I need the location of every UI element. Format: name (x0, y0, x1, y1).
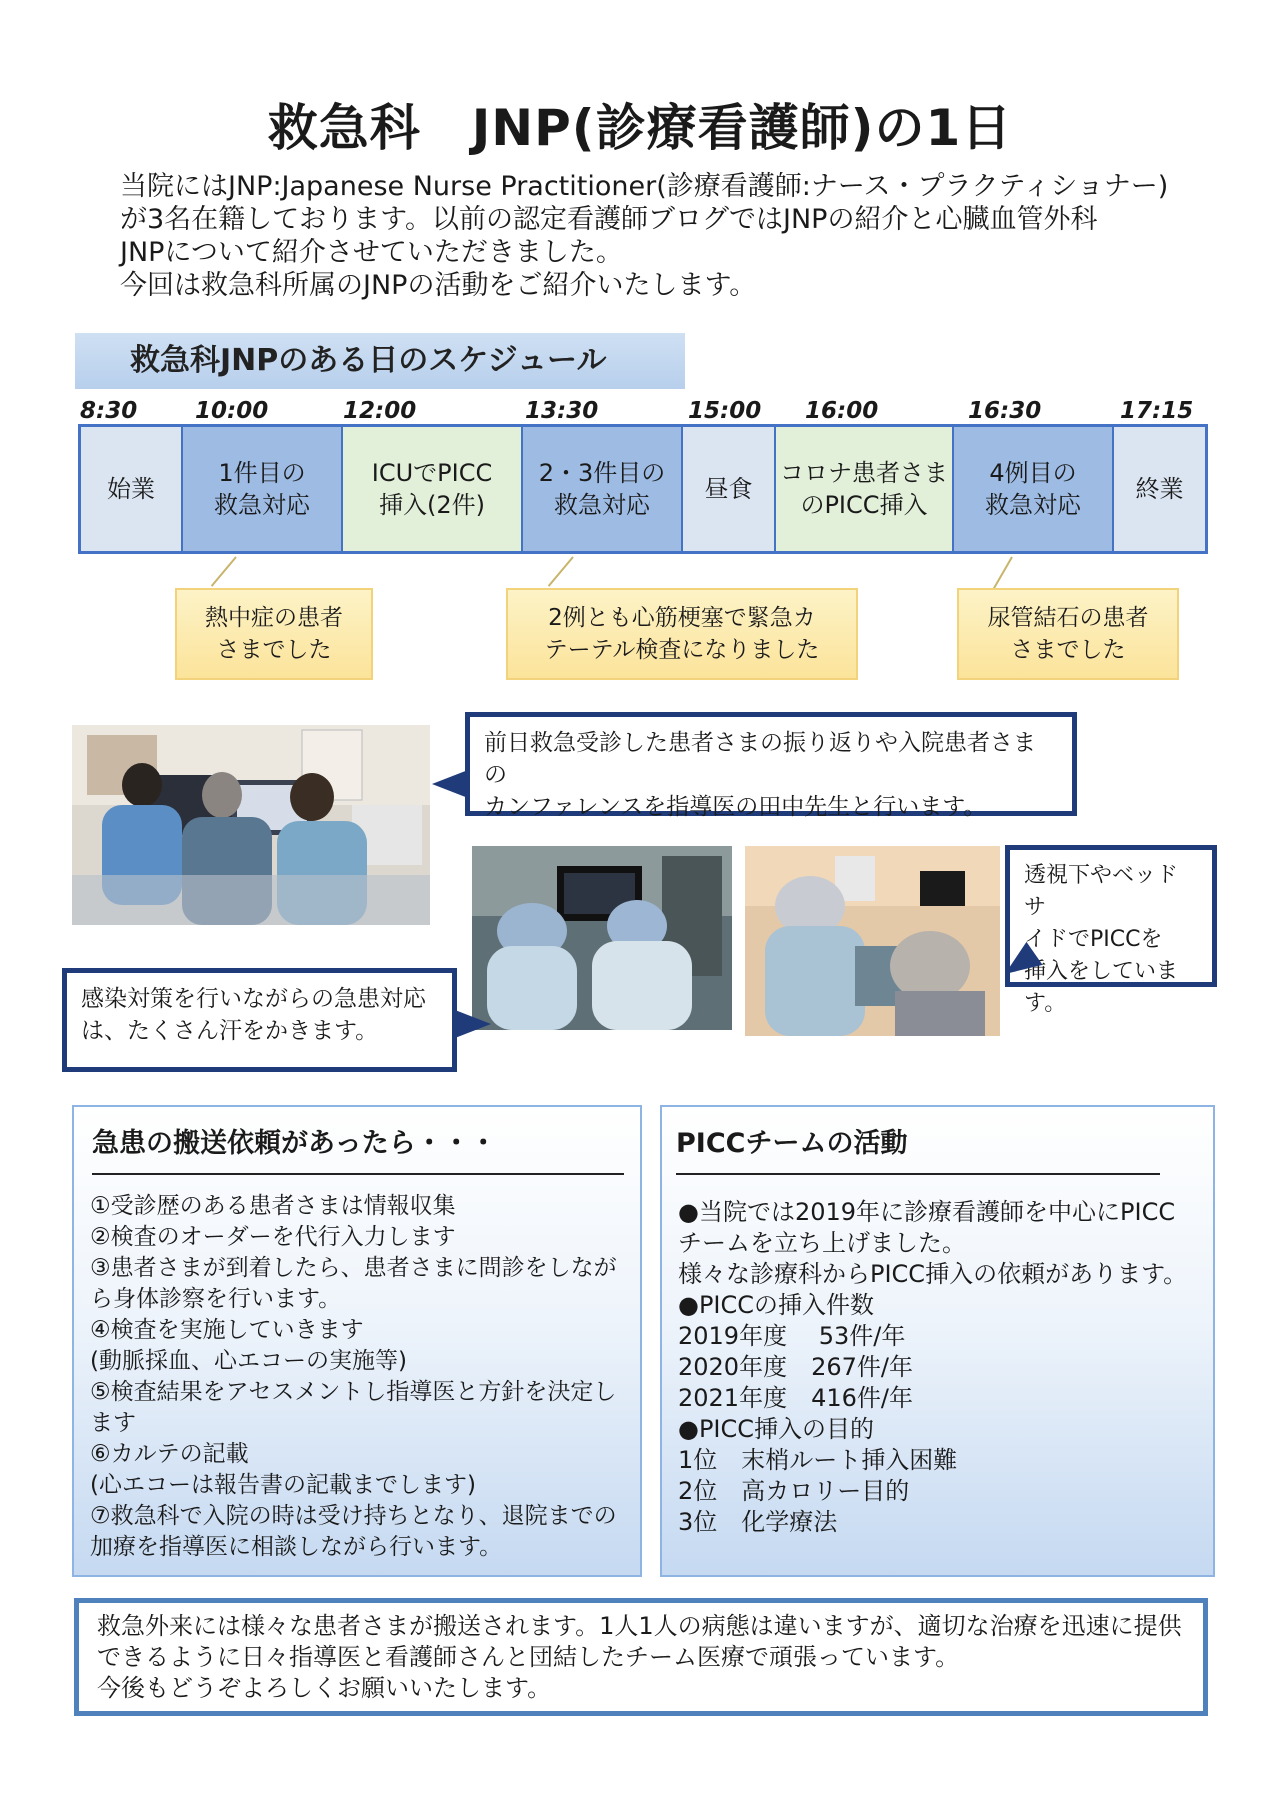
panel-line: ます (90, 1410, 136, 1436)
panel-title: 急患の搬送依頼があったら・・・ (92, 1128, 497, 1159)
panel-line: 1位 末梢ルート挿入困難 (678, 1446, 958, 1474)
emergency-transport-panel (72, 1105, 642, 1577)
schedule-note-heatstroke: 熱中症の患者 さまでした (175, 588, 373, 680)
schedule-time: 16:00 (805, 398, 879, 424)
panel-line: ②検査のオーダーを代行入力します (90, 1224, 456, 1250)
schedule-time: 12:00 (343, 398, 417, 424)
schedule-time: 10:00 (195, 398, 269, 424)
panel-body (90, 1191, 617, 1563)
emergency-care-photo (472, 846, 732, 1030)
schedule-cell-start: 始業 (81, 427, 183, 551)
schedule-cell-emergency-1: 1件目の 救急対応 (183, 427, 343, 551)
intro-paragraph (120, 170, 1200, 302)
intro-line: JNPについて紹介させていただきました。 (120, 237, 623, 268)
panel-body (678, 1197, 1187, 1538)
panel-line: (心エコーは報告書の記載までします) (90, 1472, 476, 1498)
note-leader-line (548, 556, 574, 586)
schedule-row (78, 424, 1208, 554)
panel-line: ③患者さまが到着したら、患者さまに問診をしなが (90, 1255, 617, 1281)
intro-line: 今回は救急科所属のJNPの活動をご紹介いたします。 (120, 270, 757, 301)
note-leader-line (992, 557, 1013, 591)
panel-line: 2019年度 53件/年 (678, 1322, 906, 1350)
panel-line: チームを立ち上げました。 (678, 1229, 966, 1257)
schedule-cell-end: 終業 (1114, 427, 1205, 551)
schedule-cell-emergency-2-3: 2・3件目の 救急対応 (523, 427, 683, 551)
panel-line: (動脈採血、心エコーの実施等) (90, 1348, 407, 1374)
schedule-cell-corona-picc: コロナ患者さま のPICC挿入 (776, 427, 954, 551)
schedule-heading: 救急科JNPのある日のスケジュール (75, 333, 685, 389)
schedule-time: 8:30 (80, 398, 138, 424)
schedule-time: 13:30 (525, 398, 599, 424)
intro-line: が3名在籍しております。以前の認定看護師ブログではJNPの紹介と心臓血管外科 (120, 204, 1098, 235)
callout-conference: 前日救急受診した患者さまの振り返りや入院患者さまの カンファレンスを指導医の田中先生と行います。 (465, 712, 1077, 816)
picc-insertion-photo (745, 846, 1000, 1036)
panel-line: ①受診歴のある患者さまは情報収集 (90, 1193, 456, 1219)
panel-line: ⑥カルテの記載 (90, 1441, 249, 1467)
closing-line: 今後もどうぞよろしくお願いいたします。 (97, 1674, 552, 1702)
schedule-time: 17:15 (1120, 398, 1194, 424)
conference-photo (72, 725, 430, 925)
panel-line: ④検査を実施していきます (90, 1317, 364, 1343)
schedule-cell-lunch: 昼食 (683, 427, 776, 551)
schedule-cell-icu-picc: ICUでPICC 挿入(2件) (343, 427, 523, 551)
closing-line: 救急外来には様々な患者さまが搬送されます。1人1人の病態は違いますが、適切な治療を迅速に提供 (97, 1612, 1182, 1640)
schedule-note-myocardial-infarction: 2例とも心筋梗塞で緊急カ テーテル検査になりました (506, 588, 858, 680)
closing-line: できるように日々指導医と看護師さんと団結したチーム医療で頑張っています。 (97, 1643, 960, 1671)
callout-pointer (455, 1010, 491, 1038)
page-title: 救急科 JNP(診療看護師)の1日 (267, 99, 1013, 157)
callout-pointer (432, 770, 468, 798)
panel-line: ●当院では2019年に診療看護師を中心にPICC (678, 1198, 1176, 1226)
panel-line: 2021年度 416件/年 (678, 1384, 913, 1412)
panel-line: ⑦救急科で入院の時は受け持ちとなり、退院までの (90, 1503, 617, 1529)
panel-line: ら身体診察を行います。 (90, 1286, 342, 1312)
callout-infection-control: 感染対策を行いながらの急患対応 は、たくさん汗をかきます。 (62, 968, 457, 1072)
panel-line: ●PICCの挿入件数 (678, 1291, 875, 1319)
schedule-note-ureteral-stone: 尿管結石の患者 さまでした (957, 588, 1179, 680)
closing-message (74, 1598, 1208, 1716)
callout-picc: 透視下やベッドサ イドでPICCを 挿入をしています。 (1005, 845, 1217, 987)
panel-line: 様々な診療科からPICC挿入の依頼があります。 (678, 1260, 1188, 1288)
panel-divider (92, 1173, 624, 1175)
picc-team-panel (660, 1105, 1215, 1577)
panel-line: 3位 化学療法 (678, 1508, 838, 1536)
schedule-time: 15:00 (688, 398, 762, 424)
panel-line: 加療を指導医に相談しながら行います。 (90, 1534, 503, 1560)
panel-title: PICCチームの活動 (676, 1128, 908, 1159)
schedule-time: 16:30 (968, 398, 1042, 424)
panel-line: ●PICC挿入の目的 (678, 1415, 875, 1443)
panel-divider (676, 1173, 1160, 1175)
panel-line: 2020年度 267件/年 (678, 1353, 913, 1381)
panel-line: 2位 高カロリー目的 (678, 1477, 910, 1505)
note-leader-line (211, 556, 237, 586)
panel-line: ⑤検査結果をアセスメントし指導医と方針を決定し (90, 1379, 617, 1405)
intro-line: 当院にはJNP:Japanese Nurse Practitioner(診療看護師:ナース・プラクティショナー) (120, 171, 1169, 202)
schedule-cell-emergency-4: 4例目の 救急対応 (954, 427, 1114, 551)
